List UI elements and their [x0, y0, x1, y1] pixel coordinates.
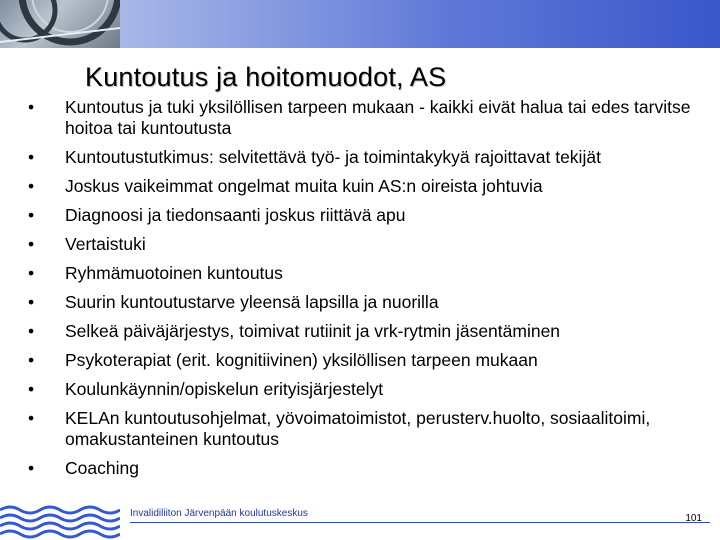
bullet-text: Koulunkäynnin/opiskelun erityisjärjestelyt — [65, 379, 384, 399]
bullet-icon: • — [28, 176, 35, 196]
bullet-icon: • — [28, 263, 35, 283]
footer-divider — [130, 522, 710, 523]
bullet-icon: • — [28, 458, 35, 478]
bullet-item — [28, 321, 698, 342]
bullet-item — [28, 379, 698, 400]
bullet-text: Selkeä päiväjärjestys, toimivat rutiinit ja vrk-rytmin jäsentäminen — [65, 321, 561, 341]
bullet-text: Ryhmämuotoinen kuntoutus — [65, 263, 283, 283]
slide-title: Kuntoutus ja hoitomuodot, AS — [85, 62, 447, 92]
page-number: 101 — [685, 513, 702, 524]
bullet-item — [28, 458, 698, 479]
bullet-icon: • — [28, 234, 35, 254]
bullet-icon: • — [28, 408, 35, 428]
bullet-icon: • — [28, 321, 35, 341]
bullet-icon: • — [28, 350, 35, 370]
bullet-item — [28, 176, 698, 197]
bullet-item — [28, 350, 698, 371]
bullet-text: Kuntoutustutkimus: selvitettävä työ- ja toimintakykyä rajoittavat tekijät — [65, 147, 601, 167]
bullet-item — [28, 234, 698, 255]
header-banner — [120, 0, 720, 48]
bullet-icon: • — [28, 292, 35, 312]
bullet-text: Coaching — [65, 458, 139, 478]
bullet-text: Vertaistuki — [65, 234, 146, 254]
bullet-text: Joskus vaikeimmat ongelmat muita kuin AS:n oireista johtuvia — [65, 176, 543, 196]
bullet-item — [28, 97, 698, 139]
bullet-item — [28, 408, 698, 450]
bullet-item — [28, 263, 698, 284]
bullet-text: Kuntoutus ja tuki yksilöllisen tarpeen mukaan - kaikki eivät halua tai edes tarvitse hoitoa tai kuntoutusta — [65, 97, 691, 138]
wheel-photo-icon — [0, 0, 120, 48]
footer-organization: Invalidiliiton Järvenpään koulutuskeskus — [130, 508, 308, 519]
bullet-text: Psykoterapiat (erit. kognitiivinen) yksilöllisen tarpeen mukaan — [65, 350, 538, 370]
bullet-icon: • — [28, 97, 35, 117]
bullet-text: Diagnoosi ja tiedonsaanti joskus riittävä apu — [65, 205, 406, 225]
bullet-text: Suurin kuntoutustarve yleensä lapsilla ja nuorilla — [65, 292, 439, 312]
bullet-list — [28, 97, 698, 487]
bullet-item — [28, 147, 698, 168]
waves-logo-icon — [0, 500, 120, 540]
bullet-icon: • — [28, 147, 35, 167]
bullet-icon: • — [28, 205, 35, 225]
bullet-text: KELAn kuntoutusohjelmat, yövoimatoimistot, perusterv.huolto, sosiaalitoimi, omakustanteinen kuntoutus — [65, 408, 651, 449]
bullet-icon: • — [28, 379, 35, 399]
bullet-item — [28, 205, 698, 226]
header-photo — [0, 0, 120, 48]
bullet-item — [28, 292, 698, 313]
